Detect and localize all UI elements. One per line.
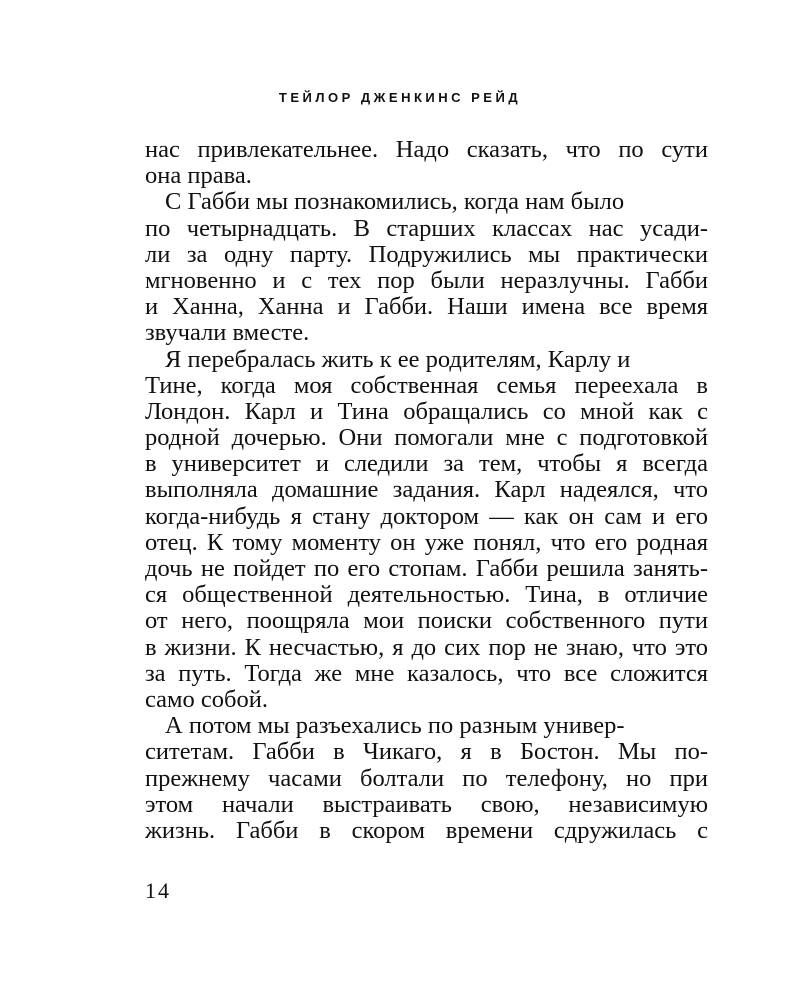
text-line: С Габби мы познакомились, когда нам было — [165, 188, 625, 216]
text-line: за путь. Тогда же мне казалось, что все сложится — [145, 659, 708, 687]
text-line: в университет и следили за тем, чтобы я всегда — [145, 450, 708, 478]
text-line: от него, поощряла мои поиски собственного пути — [145, 607, 708, 635]
text-line: когда-нибудь я стану доктором — как он сам и его — [145, 502, 708, 530]
text-line: в жизни. К несчастью, я до сих пор не знаю, что это — [145, 633, 708, 661]
text-line: выполняла домашние задания. Карл надеялся, что — [145, 476, 708, 504]
text-line: родной дочерью. Они помогали мне с подготовкой — [145, 424, 708, 452]
text-line: отец. К тому моменту он уже понял, что его родная — [145, 528, 708, 556]
text-line: ситетам. Габби в Чикаго, я в Бостон. Мы по- — [145, 738, 708, 766]
text-line: жизнь. Габби в скором времени сдружилась с — [145, 816, 708, 844]
text-line: само собой. — [145, 685, 269, 713]
text-line: нас привлекательнее. Надо сказать, что по сути — [145, 136, 708, 163]
text-line: Лондон. Карл и Тина обращались со мной как с — [145, 397, 708, 425]
body-text — [145, 137, 708, 844]
text-line: Тине, когда моя собственная семья переехала в — [145, 371, 708, 399]
running-header-author: ТЕЙЛОР ДЖЕНКИНС РЕЙД — [278, 90, 522, 105]
text-line: этом начали выстраивать свою, независимую — [145, 790, 708, 818]
text-line: А потом мы разъехались по разным универ- — [165, 712, 625, 740]
text-line: она права. — [145, 162, 252, 190]
text-line: ся общественной деятельностью. Тина, в отличие — [145, 581, 708, 609]
text-line: ли за одну парту. Подружились мы практически — [145, 240, 708, 268]
text-line: и Ханна, Ханна и Габби. Наши имена все время — [145, 293, 708, 321]
text-line: по четырнадцать. В старших классах нас усади- — [145, 214, 708, 242]
text-line: прежнему часами болтали по телефону, но при — [145, 764, 708, 792]
text-line: дочь не пойдет по его стопам. Габби решила занять- — [145, 555, 708, 582]
text-line: Я перебралась жить к ее родителям, Карлу и — [165, 345, 631, 373]
page-number: 14 — [145, 878, 171, 903]
text-line: звучали вместе. — [145, 319, 310, 347]
text-line: мгновенно и с тех пор были неразлучны. Габби — [145, 266, 708, 294]
